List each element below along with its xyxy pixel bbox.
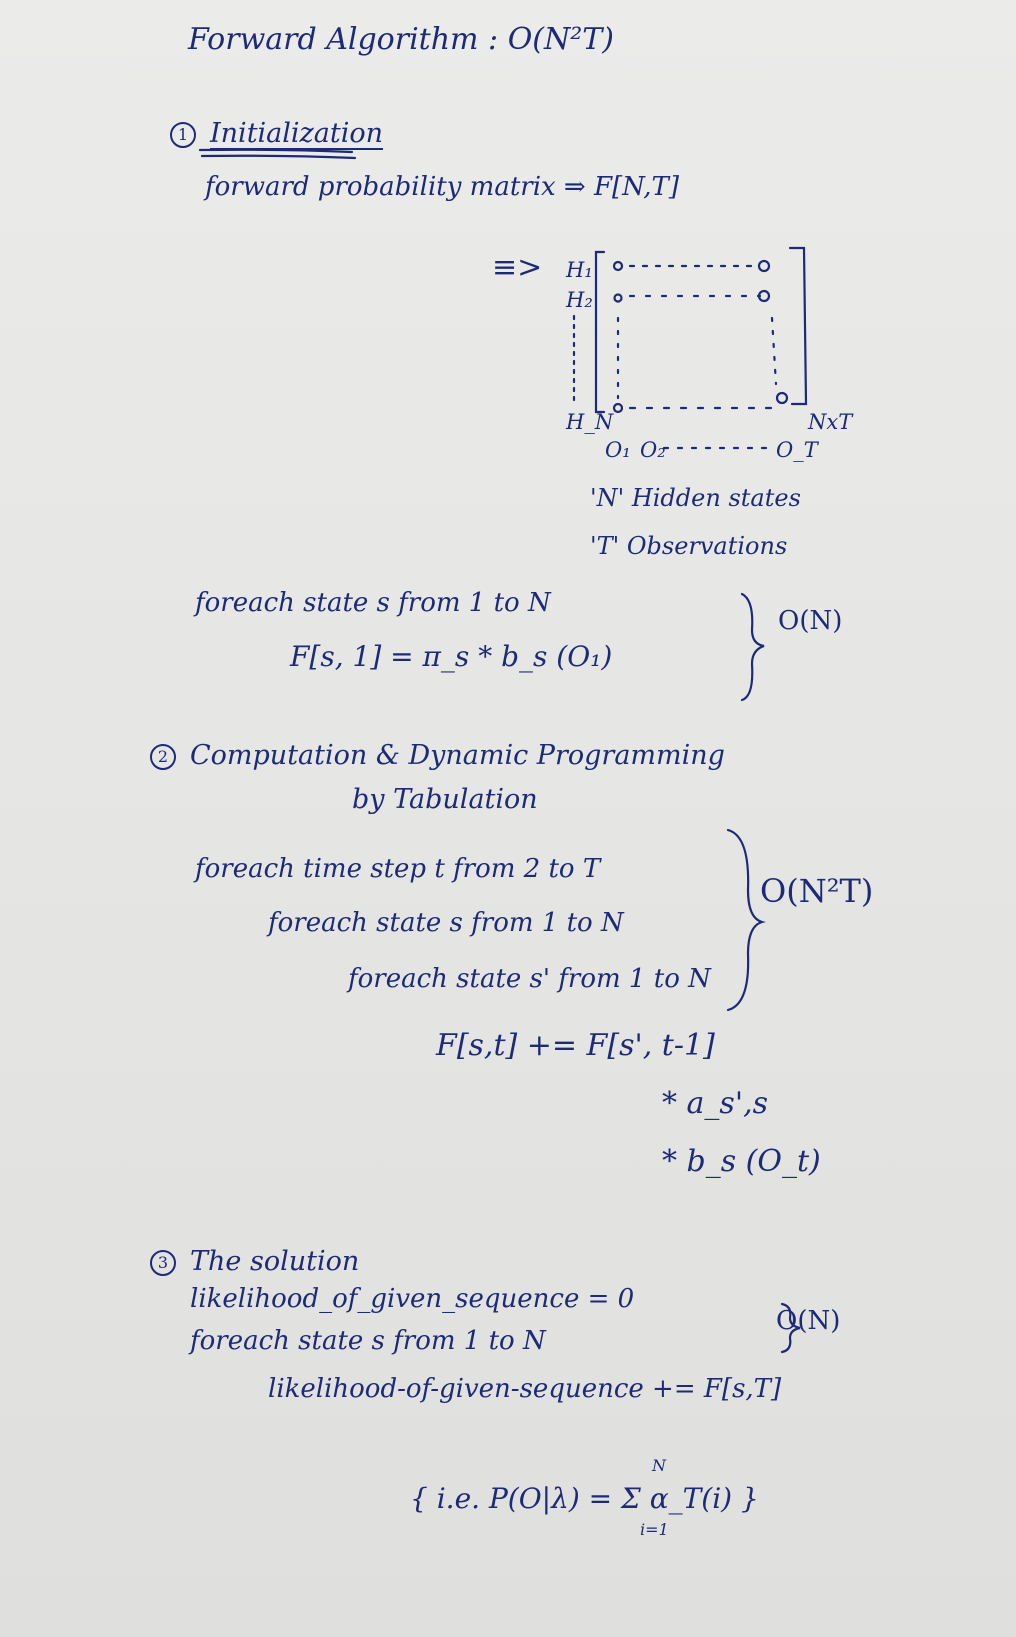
matrix-cell-hn-o1 — [614, 404, 622, 412]
section-1-number: 1 — [170, 122, 196, 148]
init-assign: F[s, 1] = π_s * b_s (O₁) — [290, 640, 613, 673]
note-observations: 'T' Observations — [590, 532, 788, 560]
sum-upper-bound: N — [652, 1456, 666, 1475]
matrix-colt-dots — [772, 318, 776, 384]
termination-assign: likelihood-of-given-sequence += F[s,T] — [268, 1374, 782, 1404]
matrix-description: forward probability matrix ⇒ F[N,T] — [205, 172, 680, 202]
init-brace — [742, 594, 764, 700]
matrix-cell-h1-o1 — [614, 262, 622, 270]
final-formula: { i.e. P(O|λ) = Σ α_T(i) } — [410, 1482, 759, 1515]
section-2-title: Computation & Dynamic Programming — [190, 740, 725, 771]
recursion-assign: F[s,t] += F[s', t-1] — [436, 1028, 715, 1063]
termination-loop: foreach state s from 1 to N — [190, 1326, 546, 1356]
row-label-h2: H₂ — [566, 288, 593, 312]
recursion-brace — [728, 830, 762, 1010]
col-label-o1: O₁ — [605, 438, 631, 462]
init-complexity: O(N) — [778, 606, 843, 636]
section-3-title: The solution — [190, 1246, 360, 1277]
section-2-subtitle: by Tabulation — [352, 784, 538, 815]
note-hidden-states: 'N' Hidden states — [590, 484, 801, 512]
col-label-o2: O₂ — [640, 438, 666, 462]
implies-arrow: ≡> — [492, 250, 543, 285]
recursion-complexity: O(N²T) — [760, 872, 874, 910]
row-label-hn: H_N — [566, 410, 614, 434]
section-3-number: 3 — [150, 1250, 176, 1276]
matrix-right-bracket — [790, 248, 806, 404]
loop-time-step: foreach time step t from 2 to T — [195, 854, 601, 884]
recursion-transition: * a_s',s — [662, 1086, 768, 1121]
matrix-left-bracket — [596, 252, 604, 412]
matrix-cell-hn-ot — [777, 393, 787, 403]
matrix-dims: NxT — [808, 410, 853, 434]
section-1-title: Initialization — [210, 118, 383, 149]
section-2-number: 2 — [150, 744, 176, 770]
heading-underline-second — [202, 156, 355, 158]
sum-lower-bound: i=1 — [640, 1520, 669, 1539]
termination-complexity: O(N) — [776, 1306, 841, 1336]
matrix-cell-h2-o1 — [615, 295, 622, 302]
likelihood-init: likelihood_of_given_sequence = 0 — [190, 1284, 635, 1314]
heading-underline — [200, 150, 352, 152]
init-loop: foreach state s from 1 to N — [195, 588, 551, 618]
recursion-emission: * b_s (O_t) — [662, 1144, 821, 1179]
row-label-h1: H₁ — [566, 258, 593, 282]
loop-state-s: foreach state s from 1 to N — [268, 908, 624, 938]
page-title: Forward Algorithm : O(N²T) — [188, 22, 614, 57]
col-label-ot: O_T — [776, 438, 818, 462]
matrix-cell-h1-ot — [759, 261, 769, 271]
loop-state-s-prime: foreach state s' from 1 to N — [348, 964, 711, 994]
termination-brace — [782, 1304, 800, 1352]
